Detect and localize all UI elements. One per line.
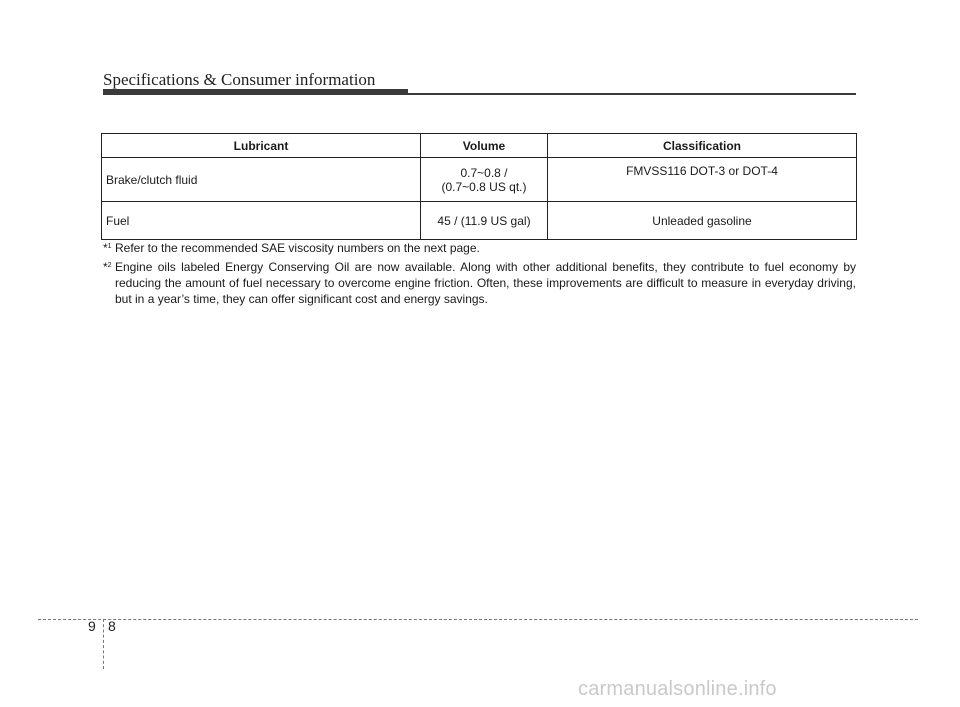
table-row bbox=[102, 202, 857, 240]
header-bar bbox=[103, 89, 408, 95]
footnotes bbox=[103, 240, 856, 310]
cell-classification: FMVSS116 DOT-3 or DOT-4 bbox=[548, 158, 857, 202]
volume-line: 0.7~0.8 / bbox=[460, 165, 508, 180]
footer-divider bbox=[103, 619, 104, 669]
column-header-lubricant: Lubricant bbox=[102, 134, 421, 158]
footnote bbox=[103, 259, 856, 307]
cell-volume: 45 / (11.9 US gal) bbox=[421, 202, 548, 240]
footnote-text: Refer to the recommended SAE viscosity numbers on the next page. bbox=[115, 241, 480, 255]
footnote-marker: *$^2$ bbox=[103, 260, 112, 274]
cell-classification: Unleaded gasoline bbox=[548, 202, 857, 240]
cell-lubricant: Brake/clutch fluid bbox=[102, 158, 421, 202]
column-header-classification: Classification bbox=[548, 134, 857, 158]
footer-rule bbox=[38, 619, 918, 620]
chapter-number: 9 bbox=[88, 618, 96, 634]
cell-lubricant: Fuel bbox=[102, 202, 421, 240]
footnote bbox=[103, 240, 856, 256]
footnote-marker: *$^1$ bbox=[103, 241, 112, 255]
header-rule bbox=[408, 93, 856, 95]
lubricant-table bbox=[101, 133, 857, 240]
page-header: Specifications & Consumer information bbox=[103, 70, 376, 89]
footnote-text: Engine oils labeled Energy Conserving Oil are now available. Along with other additional benefits, they contribute to fuel economy by reducing the amount of fuel necessary to overcome engine friction. Often, these improvements are difficult to measure in everyday driving, but in a year’s time, they can offer significant cost and energy savings. bbox=[115, 260, 856, 306]
volume-line: (0.7~0.8 US qt.) bbox=[441, 179, 527, 194]
table-header-row bbox=[102, 134, 857, 158]
column-header-volume: Volume bbox=[421, 134, 548, 158]
watermark: carmanualsonline.info bbox=[578, 678, 777, 700]
cell-volume bbox=[421, 158, 548, 202]
table-row bbox=[102, 158, 857, 202]
page-number: 8 bbox=[108, 618, 116, 634]
